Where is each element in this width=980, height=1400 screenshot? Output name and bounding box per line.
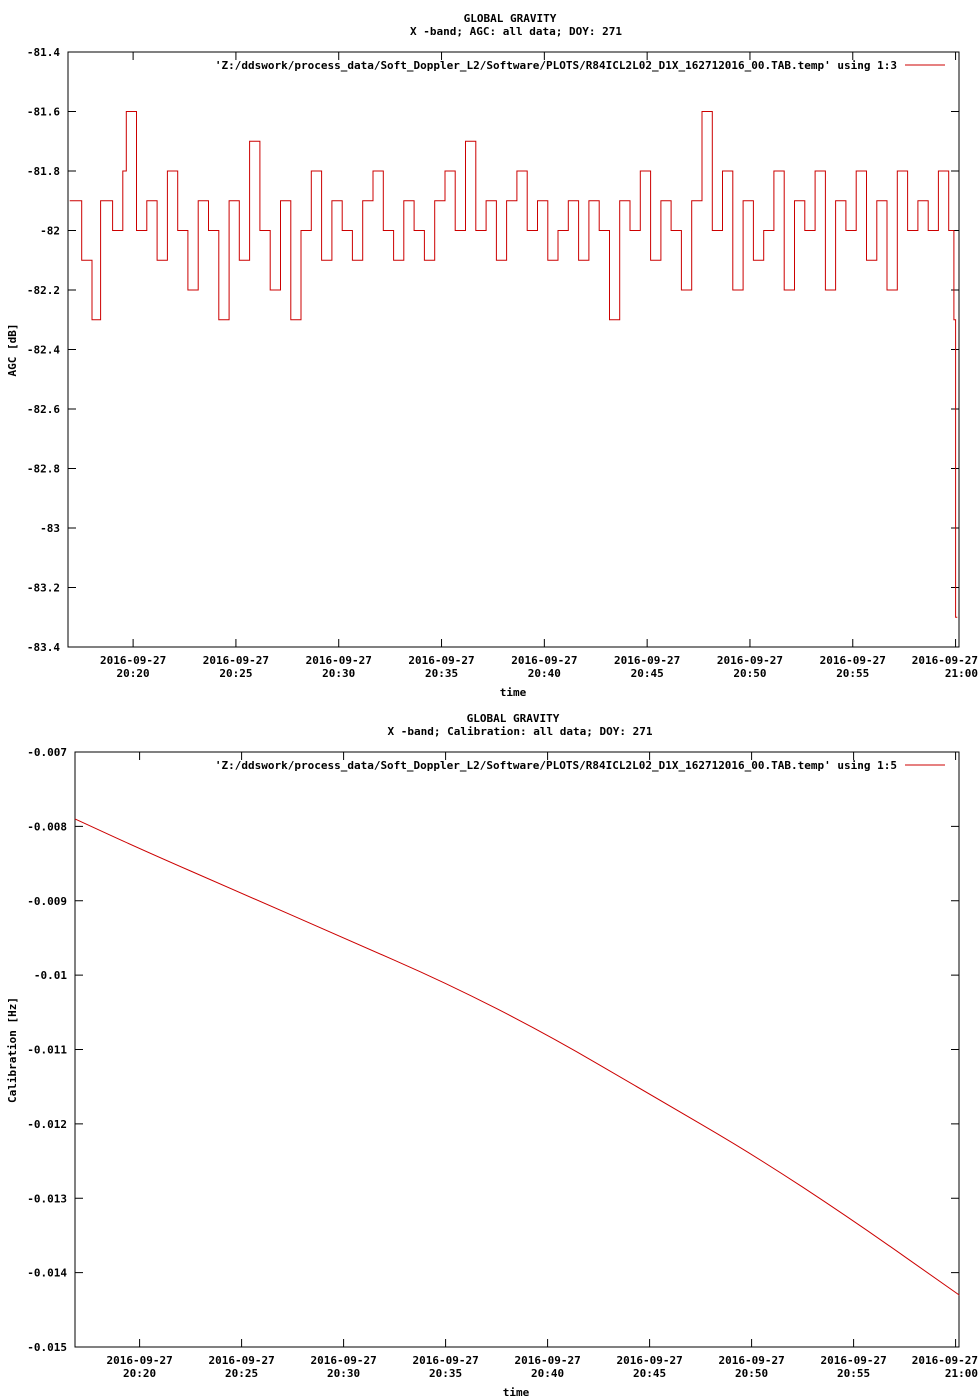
x-tick-date: 2016-09-27 xyxy=(412,1354,479,1367)
y-tick-label: -83.2 xyxy=(26,581,60,595)
x-tick-date: 2016-09-27 xyxy=(718,1354,785,1367)
x-axis-label: time xyxy=(499,686,527,699)
chart-title: GLOBAL GRAVITY xyxy=(463,12,557,25)
legend-label: 'Z:/ddswork/process_data/Soft_Doppler_L2/Software/PLOTS/R84ICL2L02_D1X_162712016_00.TAB.temp' using 1:5 xyxy=(214,759,897,772)
x-tick-date: 2016-09-27 xyxy=(514,1354,581,1367)
y-tick-label: -82.8 xyxy=(26,462,60,476)
y-tick-label: -0.011 xyxy=(27,1043,67,1057)
x-tick-date: 2016-09-27 xyxy=(106,1354,173,1367)
x-tick-time: 20:50 xyxy=(735,1367,769,1380)
y-tick-label: -0.014 xyxy=(27,1266,67,1280)
x-tick-time: 20:45 xyxy=(633,1367,667,1380)
y-tick-label: -0.008 xyxy=(27,820,67,834)
x-tick-date: 2016-09-27 xyxy=(408,654,475,667)
x-tick-time: 20:20 xyxy=(123,1367,157,1380)
x-tick-date: 2016-09-27 xyxy=(716,654,784,667)
y-tick-label: -82 xyxy=(40,224,60,238)
x-tick-date: 2016-09-27 xyxy=(614,654,681,667)
y-tick-label: -0.012 xyxy=(27,1117,67,1131)
x-tick-date: 2016-09-27 xyxy=(820,1354,887,1367)
x-tick-time: 20:20 xyxy=(116,667,150,680)
x-axis-ticks xyxy=(100,52,978,680)
y-tick-label: -82.6 xyxy=(26,403,60,416)
x-tick-date: 2016-09-27 xyxy=(208,1354,275,1367)
agc-chart xyxy=(6,12,978,699)
x-tick-time: 20:55 xyxy=(837,1367,871,1380)
legend-label: 'Z:/ddswork/process_data/Soft_Doppler_L2/Software/PLOTS/R84ICL2L02_D1X_162712016_00.TAB.temp' using 1:3 xyxy=(214,59,897,72)
x-tick-time: 21:00 xyxy=(944,667,978,680)
y-tick-label: -0.007 xyxy=(27,746,67,759)
y-axis-label: AGC [dB] xyxy=(6,323,19,377)
x-tick-time: 20:50 xyxy=(733,667,767,680)
x-tick-date: 2016-09-27 xyxy=(819,654,886,667)
x-tick-time: 20:55 xyxy=(836,667,870,680)
x-tick-date: 2016-09-27 xyxy=(511,654,578,667)
x-tick-time: 20:25 xyxy=(225,1367,259,1380)
y-tick-label: -0.009 xyxy=(27,894,67,908)
y-axis-ticks xyxy=(27,746,959,1354)
plot-frame xyxy=(68,52,959,647)
y-tick-label: -83 xyxy=(40,522,60,535)
y-tick-label: -81.8 xyxy=(26,165,60,178)
x-tick-date: 2016-09-27 xyxy=(99,654,167,667)
y-tick-label: -82.4 xyxy=(26,343,60,357)
x-tick-time: 20:35 xyxy=(424,667,459,680)
x-tick-time: 20:30 xyxy=(322,667,356,680)
x-tick-time: 21:00 xyxy=(944,1367,978,1380)
y-tick-label: -0.013 xyxy=(27,1192,67,1206)
x-tick-date: 2016-09-27 xyxy=(616,1354,683,1367)
x-axis-ticks xyxy=(106,752,978,1380)
y-tick-label: -83.4 xyxy=(26,641,60,654)
x-tick-date: 2016-09-27 xyxy=(305,654,372,667)
x-tick-time: 20:40 xyxy=(531,1367,565,1380)
y-tick-label: -82.2 xyxy=(26,284,60,297)
y-axis-label: Calibration [Hz] xyxy=(6,997,19,1103)
legend xyxy=(215,759,945,772)
plot-frame xyxy=(75,752,959,1347)
x-tick-time: 20:40 xyxy=(527,667,561,680)
y-tick-label: -81.4 xyxy=(26,46,60,59)
calibration-chart xyxy=(6,712,978,1399)
x-tick-time: 20:35 xyxy=(429,1367,463,1380)
x-tick-time: 20:25 xyxy=(219,667,253,680)
chart-title: GLOBAL GRAVITY xyxy=(466,712,560,725)
x-axis-label: time xyxy=(502,1386,530,1399)
chart-subtitle: X -band; AGC: all data; DOY: 271 xyxy=(410,25,622,38)
x-tick-date: 2016-09-27 xyxy=(310,1354,377,1367)
x-tick-date: 2016-09-27 xyxy=(911,1354,978,1367)
x-tick-date: 2016-09-27 xyxy=(911,654,978,667)
series-line xyxy=(75,819,959,1295)
y-axis-ticks xyxy=(27,46,959,654)
series-line xyxy=(70,112,958,618)
y-tick-label: -81.6 xyxy=(26,105,60,119)
y-tick-label: -0.015 xyxy=(27,1341,67,1354)
x-tick-date: 2016-09-27 xyxy=(202,654,270,667)
x-tick-time: 20:30 xyxy=(327,1367,361,1380)
y-tick-label: -0.01 xyxy=(33,969,67,983)
x-tick-time: 20:45 xyxy=(630,667,664,680)
legend xyxy=(215,59,945,72)
chart-subtitle: X -band; Calibration: all data; DOY: 271 xyxy=(387,725,653,738)
